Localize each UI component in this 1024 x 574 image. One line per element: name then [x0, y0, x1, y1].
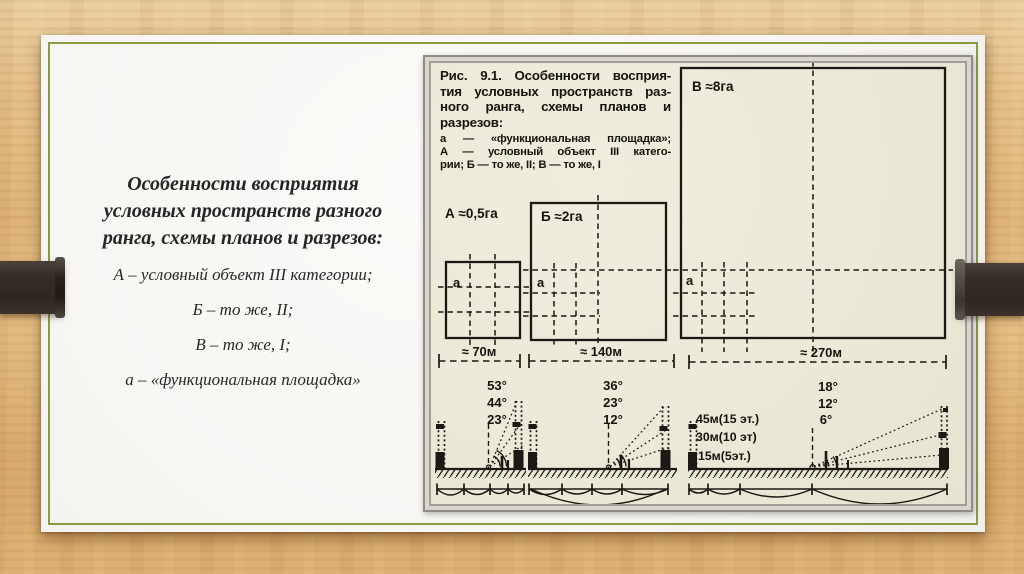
scallop-row-2	[529, 484, 668, 505]
dimension-140m-label: ≈ 140м	[579, 344, 623, 359]
scallop-row-1	[437, 484, 524, 496]
plan-square-b	[523, 195, 673, 347]
slide-legend-item-b-cap: Б – то же, II;	[192, 300, 294, 319]
slide-legend-item-a-small: а – «функциональная площадка»	[125, 370, 361, 389]
ribbon-right	[958, 263, 1024, 316]
height-30m: 30м(10 эт)	[696, 430, 757, 444]
dimension-140m	[529, 344, 674, 368]
figure-scan	[423, 55, 973, 512]
figure-drawing	[431, 63, 965, 504]
slide-legend-item-a-cap: А – условный объект III категории;	[113, 265, 373, 284]
angle-23b: 23°	[603, 395, 623, 410]
ribbon-left	[0, 261, 63, 314]
angle-6: 6°	[819, 412, 833, 427]
plan-square-a	[438, 206, 529, 346]
height-labels	[696, 412, 759, 463]
ribbon-right-cap	[955, 259, 965, 320]
angle-12a: 12°	[603, 412, 623, 427]
angle-labels-column-1	[487, 378, 507, 427]
slide-title	[63, 171, 423, 252]
angle-53: 53°	[487, 378, 507, 393]
plan-square-b-site-label: а	[537, 275, 545, 290]
figure-caption-line-1: Рис. 9.1. Особенности восприя-	[440, 68, 671, 83]
plan-square-v	[673, 63, 953, 352]
dimension-270m-label: ≈ 270м	[799, 345, 843, 360]
scallop-row-3	[689, 484, 947, 505]
plan-square-b-area-label: Б ≈2га	[541, 209, 583, 224]
angle-36: 36°	[603, 378, 623, 393]
figure-caption-line-2: тия условных пространств раз-	[440, 83, 671, 99]
angle-labels-column-3	[818, 379, 838, 427]
slide-text-block	[63, 171, 423, 405]
figure-caption-line-4: разрезов:	[440, 114, 504, 130]
angle-23a: 23°	[487, 412, 507, 427]
plan-square-a-area-label: А ≈0,5га	[445, 206, 498, 221]
figure-caption-legend-2: А — условный объект III катего-	[440, 146, 671, 159]
ribbon-left-cap	[55, 257, 65, 318]
dimension-70m-label: ≈ 70м	[461, 344, 497, 359]
height-15m: 15м(5эт.)	[698, 449, 751, 463]
plan-square-v-area-label: В ≈8га	[692, 79, 734, 94]
slide-title-line-2: условных пространств разного	[103, 200, 383, 222]
scan-paper	[429, 61, 967, 506]
figure-caption-legend-3: рии; Б — то же, II; В — то же, I	[440, 159, 601, 172]
slide-legend-item-v-cap: В – то же, I;	[195, 335, 291, 354]
height-45m: 45м(15 эт.)	[696, 412, 760, 426]
angle-12b: 12°	[818, 396, 838, 411]
dimension-270m	[689, 345, 946, 369]
slide-card	[41, 35, 985, 532]
angle-44: 44°	[487, 395, 507, 410]
dimension-70m	[439, 344, 520, 368]
section-1	[435, 401, 526, 478]
figure-caption-line-3: ного ранга, схемы планов и	[440, 99, 671, 115]
slide-title-line-1: Особенности восприятия	[127, 173, 359, 195]
angle-18: 18°	[818, 379, 838, 394]
angle-labels-column-2	[603, 378, 623, 427]
slide-title-line-3: ранга, схемы планов и разрезов:	[102, 227, 384, 249]
figure-caption-legend-1: а — «функциональная площадка»;	[440, 133, 671, 146]
plan-square-a-site-label: а	[453, 275, 461, 290]
plan-square-v-site-label: а	[686, 273, 694, 288]
slide-legend	[63, 265, 423, 389]
